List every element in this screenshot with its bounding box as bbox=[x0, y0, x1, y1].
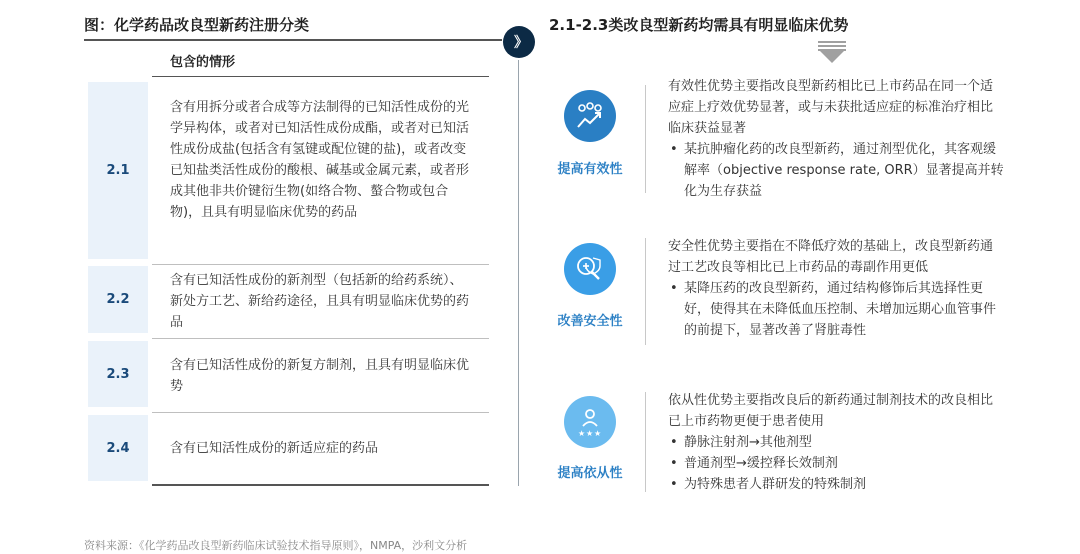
center-divider bbox=[518, 60, 519, 486]
advantage-bullet: • 某抗肿瘤化药的改良型新药，通过剂型优化，其客观缓解率（objective response rate, ORR）显著提高并转化为生存获益 bbox=[668, 139, 1004, 202]
advantage-intro: 安全性优势主要指在不降低疗效的基础上，改良型新药通过工艺改良等相比已上市药品的毒副作用更低 bbox=[668, 239, 994, 275]
advantage-body-efficacy bbox=[668, 76, 1004, 202]
advantage-intro: 依从性优势主要指改良后的新药通过制剂技术的改良相比已上市药物更便于患者使用 bbox=[668, 393, 994, 429]
advantage-body-safety bbox=[668, 236, 1004, 341]
row-text-2-2: 含有已知活性成份的新剂型（包括新的给药系统）、新处方工艺、新给药途径，且具有明显临床优势的药品 bbox=[170, 273, 470, 330]
advantage-label-compliance: 提高依从性 bbox=[557, 466, 623, 481]
down-arrow-icon bbox=[812, 41, 852, 63]
svg-text:★: ★ bbox=[578, 429, 586, 438]
row-number-2-2: 2.2 bbox=[88, 266, 148, 333]
patient-compliance-icon bbox=[564, 396, 616, 448]
row-number-2-3: 2.3 bbox=[88, 341, 148, 407]
safety-shield-icon bbox=[564, 243, 616, 295]
row-number-2-1: 2.1 bbox=[88, 82, 148, 259]
svg-text:★: ★ bbox=[594, 429, 602, 438]
advantage-bullet: • 静脉注射剂→其他剂型 bbox=[668, 432, 1004, 453]
advantage-bullet: • 普通剂型→缓控释长效制剂 bbox=[668, 453, 1004, 474]
advantage-bullet: • 为特殊患者人群研发的特殊制剂 bbox=[668, 474, 1004, 495]
row-divider bbox=[152, 412, 489, 413]
advantage-label-safety: 改善安全性 bbox=[557, 314, 623, 329]
row-number-2-4: 2.4 bbox=[88, 415, 148, 481]
column-header: 包含的情形 bbox=[170, 55, 236, 70]
advantage-intro: 有效性优势主要指改良型新药相比已上市药品在同一个适应症上疗效优势显著，或与未获批适应症的标准治疗相比临床获益显著 bbox=[668, 79, 994, 136]
right-title: 2.1-2.3类改良型新药均需具有明显临床优势 bbox=[549, 16, 849, 34]
svg-text:★: ★ bbox=[586, 429, 594, 438]
row-divider bbox=[152, 338, 489, 339]
row-divider bbox=[152, 264, 489, 265]
advantage-divider bbox=[645, 238, 646, 345]
row-text-2-4: 含有已知活性成份的新适应症的药品 bbox=[170, 441, 379, 456]
advantage-divider bbox=[645, 85, 646, 193]
row-text-2-1: 含有用拆分或者合成等方法制得的已知活性成份的光学异构体，或者对已知活性成份成酯，或者对已知活性成份成盐(包括含有氢键或配位键的盐)，或者改变已知盐类活性成份的酸根、碱基或金属元素，或者形成其他非共价键衍生物(如络合物、螯合物或包合物)，且具有明显临床优势的药品 bbox=[170, 100, 470, 220]
chevron-right-icon: 》 bbox=[503, 26, 535, 58]
table-top-rule bbox=[84, 39, 502, 41]
table-bottom-rule bbox=[152, 484, 489, 486]
efficacy-growth-icon bbox=[564, 90, 616, 142]
advantage-bullet: • 某降压药的改良型新药，通过结构修饰后其选择性更好，使得其在未降低血压控制、未增加远期心血管事件的前提下，显著改善了肾脏毒性 bbox=[668, 278, 1004, 341]
row-text-2-3: 含有已知活性成份的新复方制剂，且具有明显临床优势 bbox=[170, 358, 470, 394]
advantage-divider bbox=[645, 392, 646, 492]
figure-title: 图：化学药品改良型新药注册分类 bbox=[84, 16, 310, 34]
header-rule bbox=[152, 76, 489, 77]
advantage-body-compliance bbox=[668, 390, 1004, 495]
source-footer: 资料来源：《化学药品改良型新药临床试验技术指导原则》，NMPA，沙利文分析 bbox=[84, 539, 468, 552]
advantage-label-efficacy: 提高有效性 bbox=[557, 162, 623, 177]
